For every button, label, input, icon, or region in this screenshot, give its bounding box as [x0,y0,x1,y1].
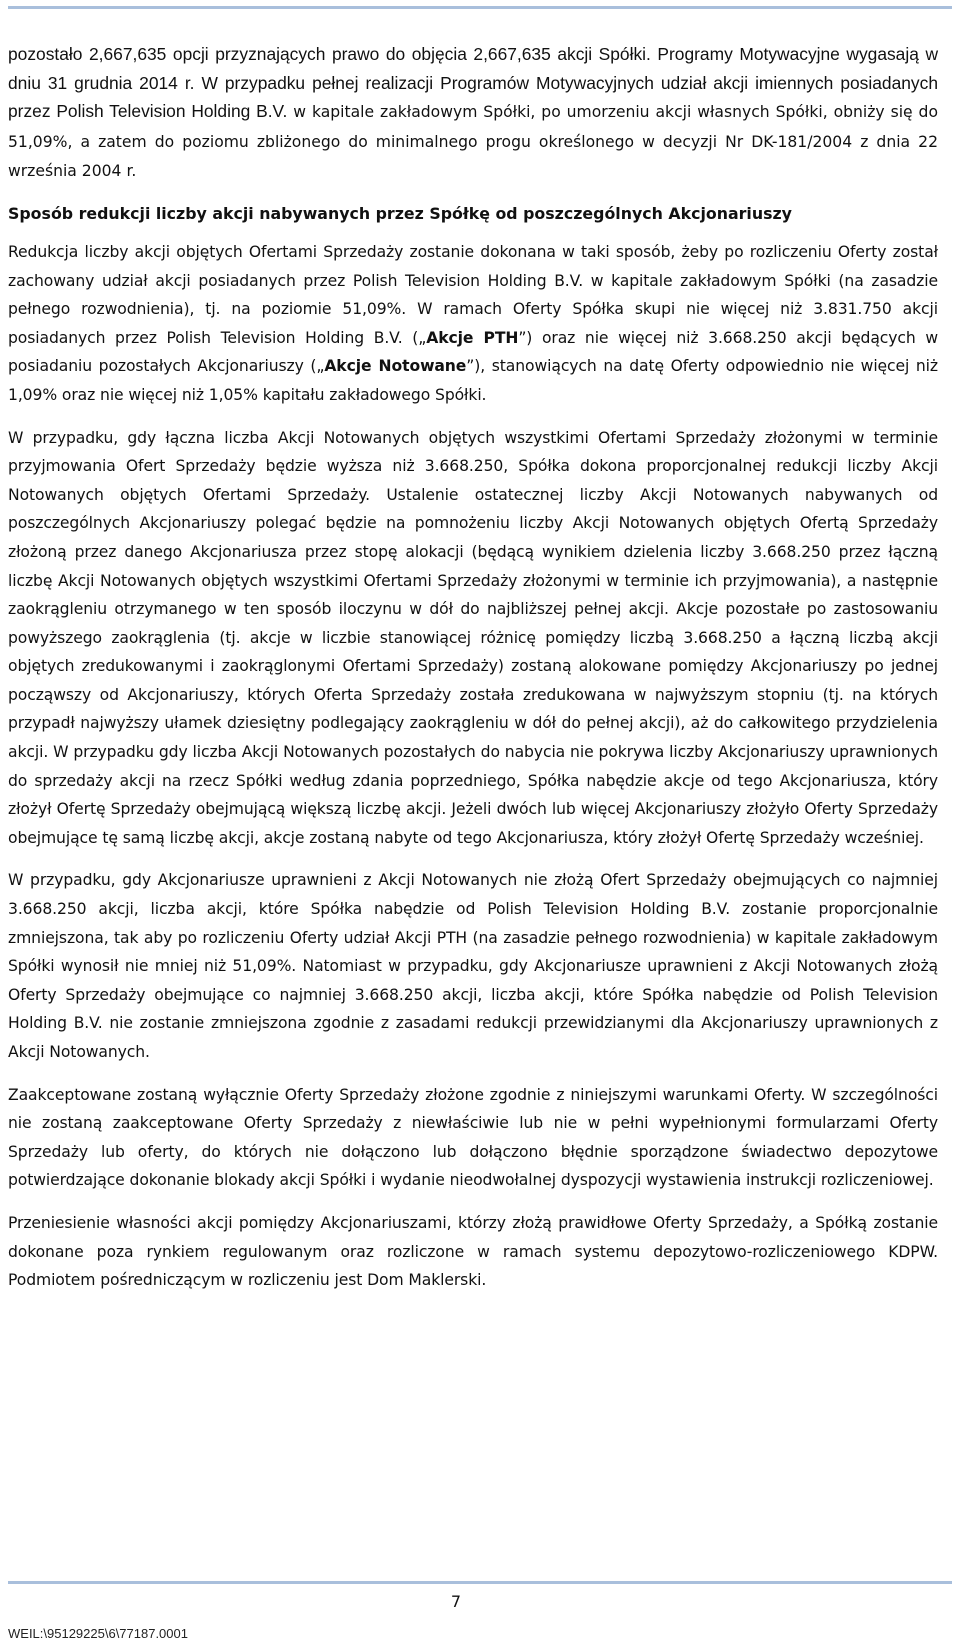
term-akcje-pth: Akcje PTH [426,328,519,347]
term-akcje-notowane: Akcje Notowane [324,357,467,376]
paragraph-pth-reduction: W przypadku, gdy Akcjonariusze uprawnieni z Akcji Notowanych nie złożą Ofert Sprzedaży obejmujących co najmniej 3.668.250 akcji, liczba akcji, które Spółka nabędzie od Polish Television Holding B.V. zostanie proporcjonalnie zmniejszona, tak aby po rozliczeniu Oferty udział Akcji PTH (na zasadzie pełnego rozwodnienia) w kapitale zakładowym Spółki wynosił nie mniej niż 51,09%. Natomiast w przypadku, gdy Akcjonariusze uprawnieni z Akcji Notowanych złożą Oferty Sprzedaży obejmujące co najmniej 3.668.250 akcji, liczba akcji, które Spółka nabędzie od Polish Television Holding B.V. nie zostanie zmniejszona zgodnie z zasadami redukcji przewidzianymi dla Akcjonariuszy uprawnionych z Akcji Notowanych. [8,871,938,1061]
document-id: WEIL:\95129225\6\77187.0001 [8,1626,188,1641]
paragraph-programs-part1: pozostało 2,667,635 opcji przyznających prawo do objęcia 2,667,635 akcji Spółki. Programy Motywacyjne wygasają w dniu 31 grudnia 2014 r. W przypadku pełnej realizacji Programów Motywacyjnych udział akcji imiennych posiadanych przez Polish Television Holding B.V. [8,44,938,122]
document-body [8,40,938,1309]
paragraph-proportional-reduction: W przypadku, gdy łączna liczba Akcji Notowanych objętych wszystkimi Ofertami Sprzedaży złożonymi w terminie przyjmowania Ofert Sprzedaży będzie wyższa niż 3.668.250, Spółka dokona proporcjonalnej redukcji liczby Akcji Notowanych objętych Ofertami Sprzedaży. Ustalenie ostatecznej liczby Akcji Notowanych nabywanych od poszczególnych Akcjonariuszy polegać będzie na pomnożeniu liczby Akcji Notowanych objętych Ofertą Sprzedaży złożoną przez danego Akcjonariusza przez stopę alokacji (będącą wynikiem dzielenia liczby 3.668.250 przez łączną liczbę Akcji Notowanych objętych wszystkimi Ofertami Sprzedaży złożonymi w terminie ich przyjmowania), a następnie zaokrągleniu otrzymanego w ten sposób iloczynu w dół do najbliższej pełnej akcji. Akcje pozostałe po zastosowaniu powyższego zaokrąglenia (tj. akcje w liczbie stanowiącej różnicę pomiędzy liczbą 3.668.250 a łączną liczbą akcji objętych zredukowanymi i zaokrąglonymi Ofertami Sprzedaży) zostaną alokowane pomiędzy Akcjonariuszy po jednej począwszy od Akcjonariuszy, których Oferta Sprzedaży została zredukowana w najwyższym stopniu (tj. na których przypadł najwyższy ułamek dziesiętny podlegający zaokrągleniu w dół do pełnej akcji), aż do całkowitego przydzielenia akcji. W przypadku gdy liczba Akcji Notowanych pozostałych do nabycia nie pokrywa liczby Akcjonariuszy uprawnionych do sprzedaży akcji na rzecz Spółki według zdania poprzedniego, Spółka nabędzie akcje od tego Akcjonariusza, który złożył Ofertę Sprzedaży obejmującą większą liczbę akcji. Jeżeli dwóch lub więcej Akcjonariuszy złożyło Oferty Sprzedaży obejmujące tę samą liczbę akcji, akcje zostaną nabyte od tego Akcjonariusza, który złożył Ofertę Sprzedaży wcześniej. [8,428,938,847]
paragraph-programs-part2: w kapitale zakładowym Spółki, po umorzeniu akcji własnych Spółki, obniży się do 51,09%, a zatem do poziomu zbliżonego do minimalnego progu określonego w decyzji Nr DK-181/2004 z dnia 22 września 2004 r. [8,103,938,181]
header-rule [8,6,952,9]
paragraph-acceptance: Zaakceptowane zostaną wyłącznie Oferty Sprzedaży złożone zgodnie z niniejszymi warunkami Oferty. W szczególności nie zostaną zaakceptowane Oferty Sprzedaży z niewłaściwie lub nie w pełni wypełnionymi formularzami Oferty Sprzedaży lub oferty, do których nie dołączono lub dołączono błędnie sporządzone świadectwo depozytowe potwierdzające dokonanie blokady akcji Spółki i wydanie nieodwołalnej dyspozycji wystawienia instrukcji rozliczeniowej. [8,1085,938,1190]
page-number: 7 [450,1592,462,1611]
paragraph-reduction-part2: ”) oraz nie więcej niż 3.668.250 akcji będących w posiadaniu pozostałych Akcjonariuszy („ [8,328,938,376]
footer-rule [8,1581,952,1584]
paragraph-settlement: Przeniesienie własności akcji pomiędzy Akcjonariuszami, którzy złożą prawidłowe Oferty Sprzedaży, a Spółką zostanie dokonane poza rynkiem regulowanym oraz rozliczone w ramach systemu depozytowo-rozliczeniowego KDPW. Podmiotem pośredniczącym w rozliczeniu jest Dom Maklerski. [8,1213,938,1290]
section-heading-reduction: Sposób redukcji liczby akcji nabywanych przez Spółkę od poszczególnych Akcjonariuszy [8,203,792,223]
paragraph-reduction-part1: Redukcja liczby akcji objętych Ofertami Sprzedaży zostanie dokonana w taki sposób, żeby po rozliczeniu Oferty został zachowany udział akcji posiadanych przez Polish Television Holding B.V. w kapitale zakładowym Spółki (na zasadzie pełnego rozwodnienia), tj. na poziomie 51,09%. W ramach Oferty Spółka skupi nie więcej niż 3.831.750 akcji posiadanych przez Polish Television Holding B.V. („ [8,242,938,347]
paragraph-reduction-method [8,238,938,410]
paragraph-reduction-part3: ”), stanowiących na datę Oferty odpowiednio nie więcej niż 1,09% oraz nie więcej niż 1,05% kapitału zakładowego Spółki. [8,357,938,404]
paragraph-programs [8,40,938,186]
